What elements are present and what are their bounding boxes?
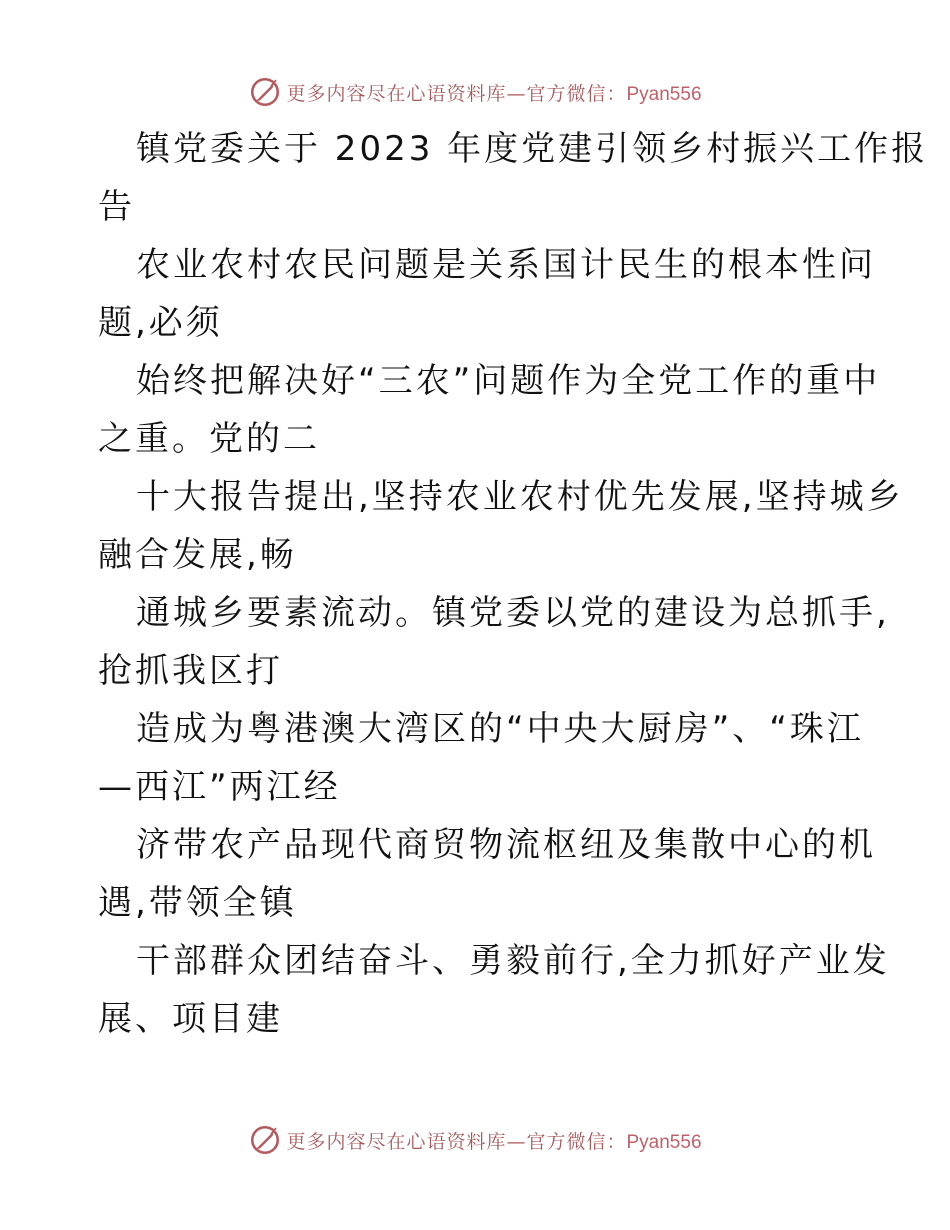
text-line: 通城乡要素流动。镇党委以党的建设为总抓手, — [136, 593, 890, 633]
watermark-text: 更多内容尽在心语资料库—官方微信：Pyan556 — [286, 82, 702, 105]
watermark-text: 更多内容尽在心语资料库—官方微信：Pyan556 — [286, 1130, 702, 1153]
text-line: 题,必须 — [98, 303, 223, 343]
text-line: 融合发展,畅 — [98, 535, 297, 575]
text-line: 农业农村农民问题是关系国计民生的根本性问 — [136, 245, 876, 285]
watermark-footer — [0, 1120, 950, 1160]
text-line: 始终把解决好“三农”问题作为全党工作的重中 — [136, 361, 881, 401]
text-line: 之重。党的二 — [98, 419, 320, 459]
watermark-handle: Pyan556 — [626, 83, 702, 105]
text-line: 展、项目建 — [98, 999, 283, 1039]
quill-logo-icon — [248, 75, 282, 109]
text-line: 造成为粤港澳大湾区的“中央大厨房”、“珠江 — [136, 709, 864, 749]
text-line: —西江”两江经 — [98, 767, 341, 807]
quill-logo-icon — [248, 1123, 282, 1157]
text-line: 十大报告提出,坚持农业农村优先发展,坚持城乡 — [136, 477, 904, 517]
title-line-2: 告 — [98, 187, 135, 227]
text-line: 抢抓我区打 — [98, 651, 283, 691]
text-line: 遇,带领全镇 — [98, 883, 297, 923]
watermark-header — [0, 72, 950, 112]
text-line: 干部群众团结奋斗、勇毅前行,全力抓好产业发 — [136, 941, 890, 981]
text-line: 济带农产品现代商贸物流枢纽及集散中心的机 — [136, 825, 876, 865]
document-body — [98, 120, 929, 1048]
watermark-handle: Pyan556 — [626, 1131, 702, 1153]
title-line-1: 镇党委关于 2023 年度党建引领乡村振兴工作报 — [136, 129, 929, 169]
